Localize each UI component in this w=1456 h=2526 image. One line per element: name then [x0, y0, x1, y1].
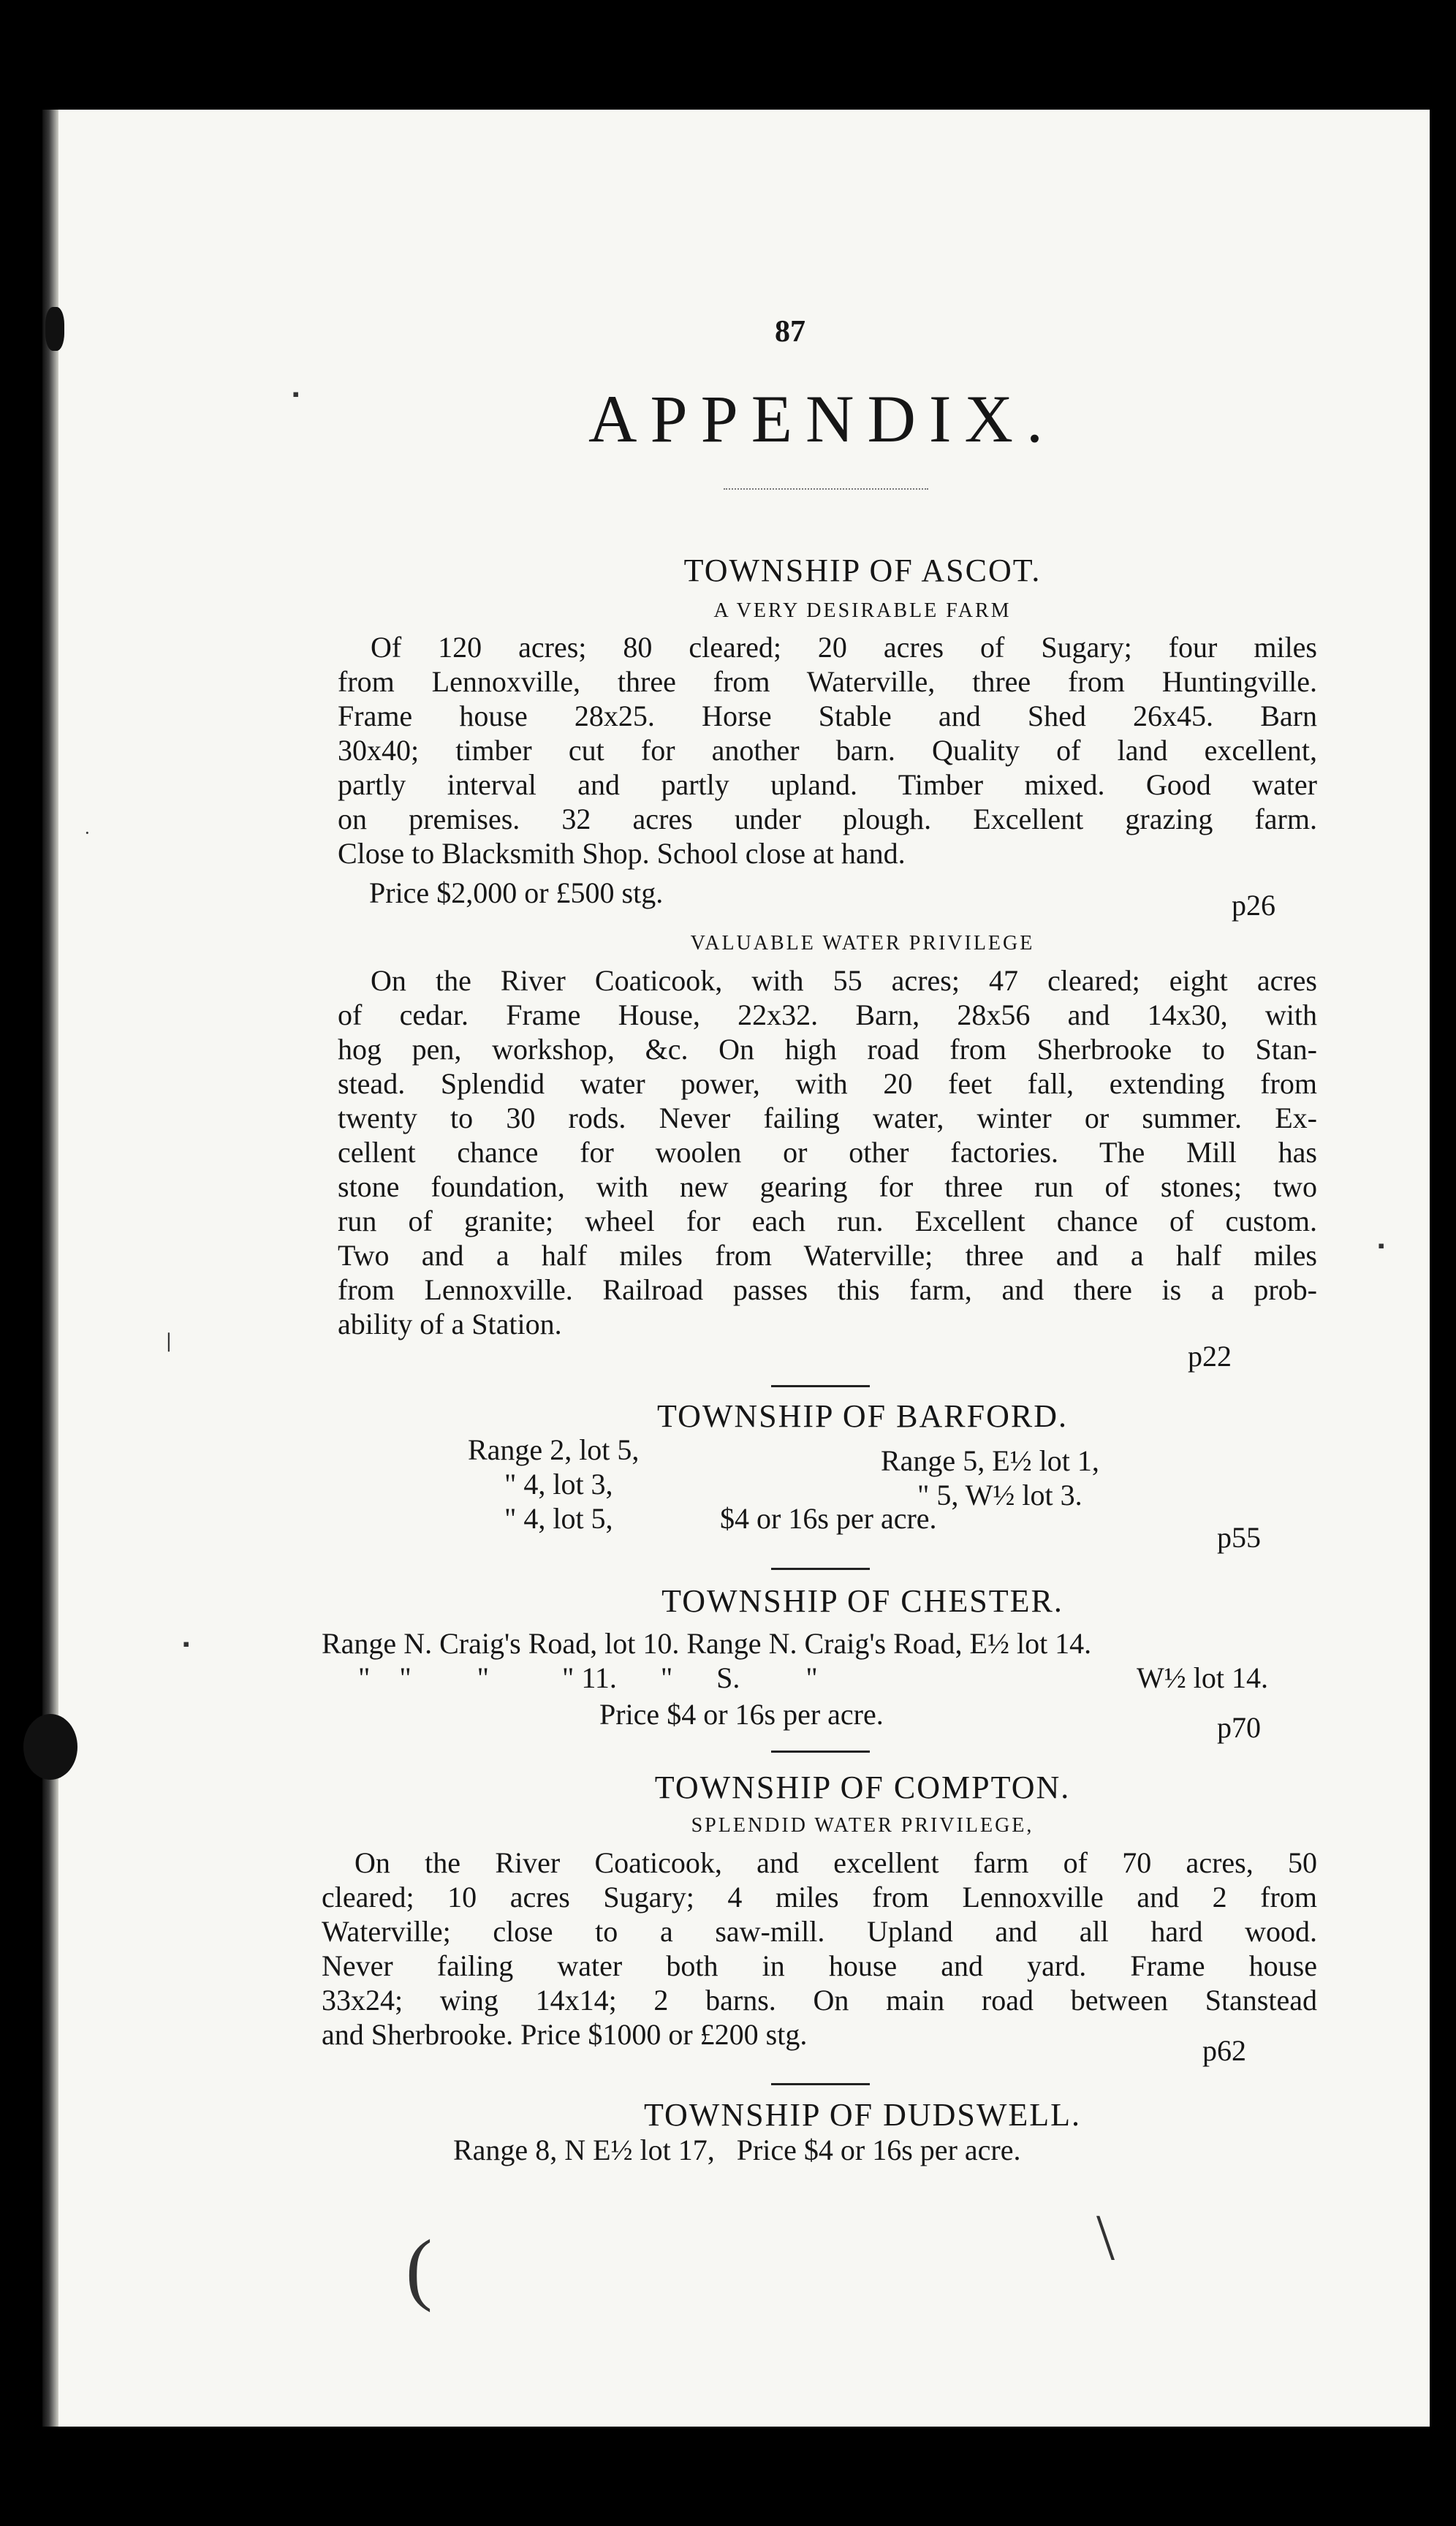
text-line: and Sherbrooke. Price $1000 or £200 stg.: [322, 2018, 808, 2051]
section-heading-barford: TOWNSHIP OF BARFORD.: [657, 1398, 1068, 1434]
section-divider: [771, 1568, 870, 1570]
text-line: Never failing water both in house and yard. Frame house: [322, 1949, 1317, 1982]
ink-blot: [23, 1714, 77, 1780]
text-line: partly interval and partly upland. Timber mixed. Good water: [338, 768, 1317, 801]
page-reference: p22: [1188, 1340, 1232, 1373]
scan-speck: (: [406, 2223, 433, 2313]
page-reference: p62: [1202, 2034, 1246, 2067]
text-line: stead. Splendid water power, with 20 feet fall, extending from: [338, 1067, 1317, 1100]
listing-subheading: SPLENDID WATER PRIVILEGE,: [691, 1814, 1034, 1837]
lot-listing: Range 2, lot 5,: [468, 1433, 640, 1466]
section-heading-ascot: TOWNSHIP OF ASCOT.: [683, 553, 1042, 588]
text-line: run of granite; wheel for each run. Excellent chance of custom.: [338, 1205, 1317, 1237]
listing-description: [338, 963, 1317, 1341]
text-line: Waterville; close to a saw-mill. Upland and all hard wood.: [322, 1915, 1317, 1948]
section-heading-dudswell: TOWNSHIP OF DUDSWELL.: [643, 2097, 1082, 2133]
binding-mark: [45, 307, 64, 351]
section-divider: [771, 2083, 870, 2085]
text-line: ability of a Station.: [338, 1308, 562, 1340]
text-line: Close to Blacksmith Shop. School close at hand.: [338, 837, 906, 870]
listing-price: Price $2,000 or £500 stg.: [369, 876, 664, 909]
text-line: cellent chance for woolen or other factories. The Mill has: [338, 1136, 1317, 1169]
scan-speck: ▪: [292, 384, 300, 405]
listing-subheading: A VERY DESIRABLE FARM: [713, 599, 1012, 622]
page-reference: p55: [1217, 1521, 1261, 1554]
text-line: on premises. 32 acres under plough. Excellent grazing farm.: [338, 803, 1317, 835]
scan-speck: ❘: [161, 1330, 177, 1351]
text-line: from Lennoxville, three from Waterville, three from Huntingville.: [338, 665, 1317, 698]
section-divider: [771, 1385, 870, 1387]
text-line: Of 120 acres; 80 cleared; 20 acres of Sugary; four miles: [371, 631, 1317, 664]
scan-speck: ▪: [1378, 1235, 1385, 1256]
lot-listing: " 5, W½ lot 3.: [917, 1479, 1082, 1512]
page-title: APPENDIX.: [588, 382, 1056, 456]
scan-speck: \: [1096, 2201, 1115, 2274]
listing-price: $4 or 16s per acre.: [720, 1502, 937, 1535]
scan-speck: ▪: [183, 1634, 190, 1655]
text-line: 30x40; timber cut for another barn. Quality of land excellent,: [338, 734, 1317, 767]
lot-listing: W½ lot 14.: [1137, 1661, 1268, 1694]
text-line: Frame house 28x25. Horse Stable and Shed 26x45. Barn: [338, 699, 1317, 732]
text-line: from Lennoxville. Railroad passes this farm, and there is a prob-: [338, 1273, 1317, 1306]
text-line: of cedar. Frame House, 22x32. Barn, 28x56 and 14x30, with: [338, 998, 1317, 1031]
lot-listing: Range 5, E½ lot 1,: [881, 1444, 1099, 1477]
lot-listing: " 4, lot 3,: [504, 1468, 613, 1501]
lot-listing: Range N. Craig's Road, lot 10. Range N. Craig's Road, E½ lot 14.: [322, 1627, 1092, 1660]
section-heading-chester: TOWNSHIP OF CHESTER.: [661, 1583, 1063, 1619]
text-line: 33x24; wing 14x14; 2 barns. On main road between Stanstead: [322, 1984, 1317, 2017]
decorative-flourish: [724, 488, 928, 490]
text-line: On the River Coaticook, with 55 acres; 47 cleared; eight acres: [371, 964, 1317, 997]
text-line: On the River Coaticook, and excellent farm of 70 acres, 50: [354, 1846, 1317, 1879]
listing-description: [338, 630, 1317, 871]
listing-description: [322, 1846, 1317, 2052]
section-divider: [771, 1751, 870, 1753]
text-line: cleared; 10 acres Sugary; 4 miles from Lennoxville and 2 from: [322, 1881, 1317, 1914]
listing-subheading: VALUABLE WATER PRIVILEGE: [690, 932, 1035, 955]
lot-listing: " " " " 11. " S. ": [358, 1661, 818, 1694]
listing-price: Price $4 or 16s per acre.: [599, 1698, 884, 1731]
text-line: stone foundation, with new gearing for three run of stones; two: [338, 1170, 1317, 1203]
text-line: twenty to 30 rods. Never failing water, winter or summer. Ex-: [338, 1101, 1317, 1134]
page-number: 87: [775, 315, 805, 349]
lot-listing: Range 8, N E½ lot 17, Price $4 or 16s per acre.: [453, 2134, 1021, 2166]
text-line: hog pen, workshop, &c. On high road from Sherbrooke to Stan-: [338, 1033, 1317, 1066]
section-heading-compton: TOWNSHIP OF COMPTON.: [654, 1770, 1071, 1805]
lot-listing: " 4, lot 5,: [504, 1502, 613, 1535]
page-reference: p26: [1232, 889, 1275, 922]
scan-speck: ·: [84, 822, 91, 843]
text-line: Two and a half miles from Waterville; three and a half miles: [338, 1239, 1317, 1272]
page-reference: p70: [1217, 1711, 1261, 1744]
